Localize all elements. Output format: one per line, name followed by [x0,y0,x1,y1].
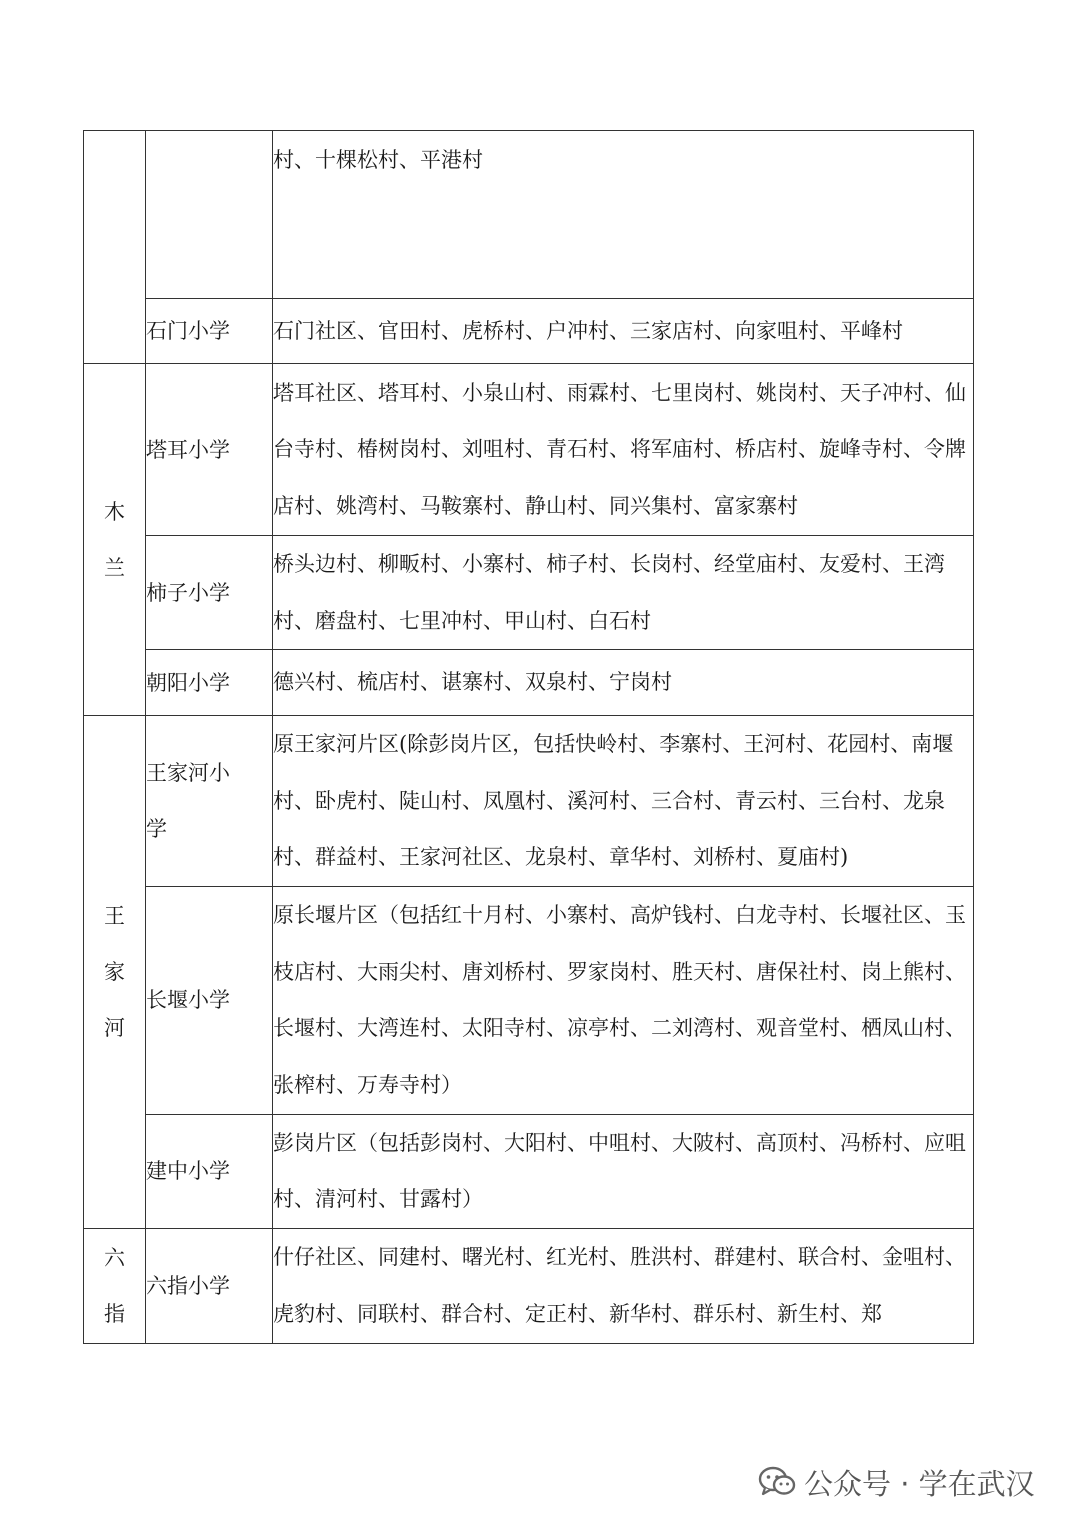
area-cell [273,886,974,1114]
town-name: 六指 [104,1245,125,1326]
table-row [84,886,974,1114]
town-cell [84,131,146,364]
area-cell [273,650,974,716]
table-row [84,650,974,716]
area-text: 彭岗片区（包括彭岗村、大阳村、中咀村、大陂村、高顶村、冯桥村、应咀村、清河村、甘露村） [273,1130,966,1211]
school-name: 建中小学 [146,1159,230,1183]
school-cell [146,299,273,364]
town-name: 王家河 [104,903,125,1040]
school-zoning-table [83,130,974,1344]
area-cell [273,716,974,887]
school-name: 王家河小学 [146,760,230,841]
table-row [84,131,974,299]
area-text: 村、十棵松村、平港村 [273,148,483,172]
school-cell [146,716,273,887]
school-name: 六指小学 [146,1273,230,1298]
table-row [84,299,974,364]
school-cell [146,364,273,536]
table-row [84,536,974,650]
table-row [84,716,974,887]
wechat-icon [758,1465,796,1499]
school-name: 长堰小学 [146,988,230,1012]
wechat-watermark [758,1462,1035,1502]
area-cell [273,364,974,536]
school-cell [146,131,273,299]
school-cell [146,1114,273,1228]
school-name: 石门小学 [146,319,230,343]
area-text: 桥头边村、柳畈村、小寨村、柿子村、长岗村、经堂庙村、友爱村、王湾村、磨盘村、七里冲村、甲山村、白石村 [273,552,945,633]
watermark-text: 公众号 · 学在武汉 [804,1466,1035,1501]
area-text: 塔耳社区、塔耳村、小泉山村、雨霖村、七里岗村、姚岗村、天子冲村、仙台寺村、椿树岗村、刘咀村、青石村、将军庙村、桥店村、旋峰寺村、令牌店村、姚湾村、马鞍寨村、静山村、同兴集村、富家寨村 [273,380,966,518]
table-row [84,1114,974,1228]
area-cell [273,1228,974,1343]
area-text: 石门社区、官田村、虎桥村、户冲村、三家店村、向家咀村、平峰村 [273,318,903,343]
town-cell [84,716,146,1229]
area-cell [273,299,974,364]
area-cell [273,1114,974,1228]
school-cell [146,536,273,650]
area-cell [273,536,974,650]
school-cell [146,1228,273,1343]
area-text: 德兴村、梳店村、谌寨村、双泉村、宁岗村 [273,670,672,695]
table-row [84,1228,974,1343]
area-text: 什仔社区、同建村、曙光村、红光村、胜洪村、群建村、联合村、金咀村、虎豹村、同联村、群合村、定正村、新华村、群乐村、新生村、郑 [273,1245,966,1326]
area-text: 原长堰片区（包括红十月村、小寨村、高炉钱村、白龙寺村、长堰社区、玉枝店村、大雨尖村、唐刘桥村、罗家岗村、胜天村、唐保社村、岗上熊村、长堰村、大湾连村、太阳寺村、凉亭村、二刘湾村、观音堂村、栖凤山村、张榨村、万寿寺村） [273,903,966,1097]
town-name: 木兰 [104,499,125,580]
area-text: 原王家河片区(除彭岗片区，包括快岭村、李寨村、王河村、花园村、南堰村、卧虎村、陡山村、凤凰村、溪河村、三合村、青云村、三台村、龙泉村、群益村、王家河社区、龙泉村、章华村、刘桥村、夏庙村) [273,732,954,869]
town-cell [84,1228,146,1343]
school-cell [146,886,273,1114]
town-cell [84,364,146,716]
school-name: 塔耳小学 [146,437,230,462]
school-cell [146,650,273,716]
table-row [84,364,974,536]
area-cell [273,131,974,299]
school-name: 朝阳小学 [146,670,230,695]
school-name: 柿子小学 [146,580,230,605]
